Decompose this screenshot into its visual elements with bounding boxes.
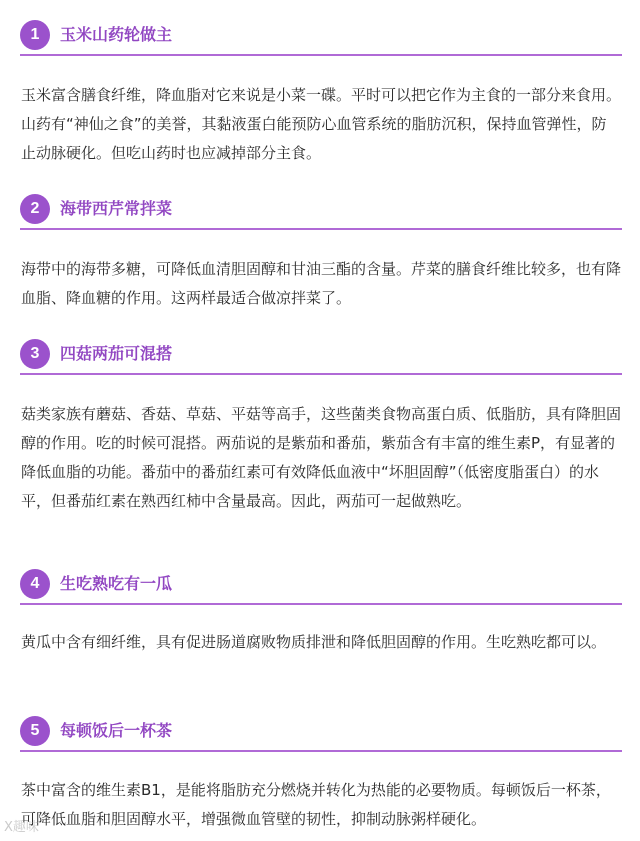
section-header <box>0 716 640 752</box>
section-body: 茶中富含的维生素B1，是能将脂肪充分燃烧并转化为热能的必要物质。每顿饭后一杯茶，可降低血脂和胆固醇水平，增强微血管壁的韧性，抑制动脉粥样硬化。 <box>21 781 611 828</box>
section-header <box>0 569 640 605</box>
section-title: 四菇两茄可混搭 <box>60 344 173 363</box>
section-divider <box>20 373 622 375</box>
section-divider <box>20 750 622 752</box>
section-number-badge: 2 <box>20 194 50 224</box>
section-title: 海带西芹常拌菜 <box>60 199 173 218</box>
section-title: 生吃熟吃有一瓜 <box>60 574 173 593</box>
section-divider <box>20 228 622 230</box>
section-1 <box>0 20 640 162</box>
watermark: X趣味 <box>4 820 39 835</box>
section-3 <box>0 339 640 510</box>
section-title: 每顿饭后一杯茶 <box>60 721 173 740</box>
section-2 <box>0 194 640 307</box>
section-number-badge: 5 <box>20 716 50 746</box>
section-number-badge: 4 <box>20 569 50 599</box>
section-body: 黄瓜中含有细纤维，具有促进肠道腐败物质排泄和降低胆固醇的作用。生吃熟吃都可以。 <box>21 633 607 651</box>
section-body: 海带中的海带多糖，可降低血清胆固醇和甘油三酯的含量。芹菜的膳食纤维比较多，也有降血脂、降血糖的作用。这两样最适合做凉拌菜了。 <box>21 260 622 307</box>
section-divider <box>20 54 622 56</box>
section-header <box>0 20 640 56</box>
section-number-badge: 1 <box>20 20 50 50</box>
section-title: 玉米山药轮做主 <box>60 25 173 44</box>
section-header <box>0 194 640 230</box>
section-number-badge: 3 <box>20 339 50 369</box>
section-body: 玉米富含膳食纤维，降血脂对它来说是小菜一碟。平时可以把它作为主食的一部分来食用。山药有“神仙之食”的美誉，其黏液蛋白能预防心血管系统的脂肪沉积，保持血管弹性，防止动脉硬化。但吃山药时也应减掉部分主食。 <box>21 86 622 162</box>
section-4 <box>0 569 640 651</box>
section-body: 菇类家族有蘑菇、香菇、草菇、平菇等高手，这些菌类食物高蛋白质、低脂肪，具有降胆固醇的作用。吃的时候可混搭。两茄说的是紫茄和番茄，紫茄含有丰富的维生素P，有显著的降低血脂的功能。番茄中的番茄红素可有效降低血液中“坏胆固醇”（低密度脂蛋白）的水平，但番茄红素在熟西红柿中含量最高。因此，两茄可一起做熟吃。 <box>21 405 622 510</box>
section-header <box>0 339 640 375</box>
section-divider <box>20 603 622 605</box>
